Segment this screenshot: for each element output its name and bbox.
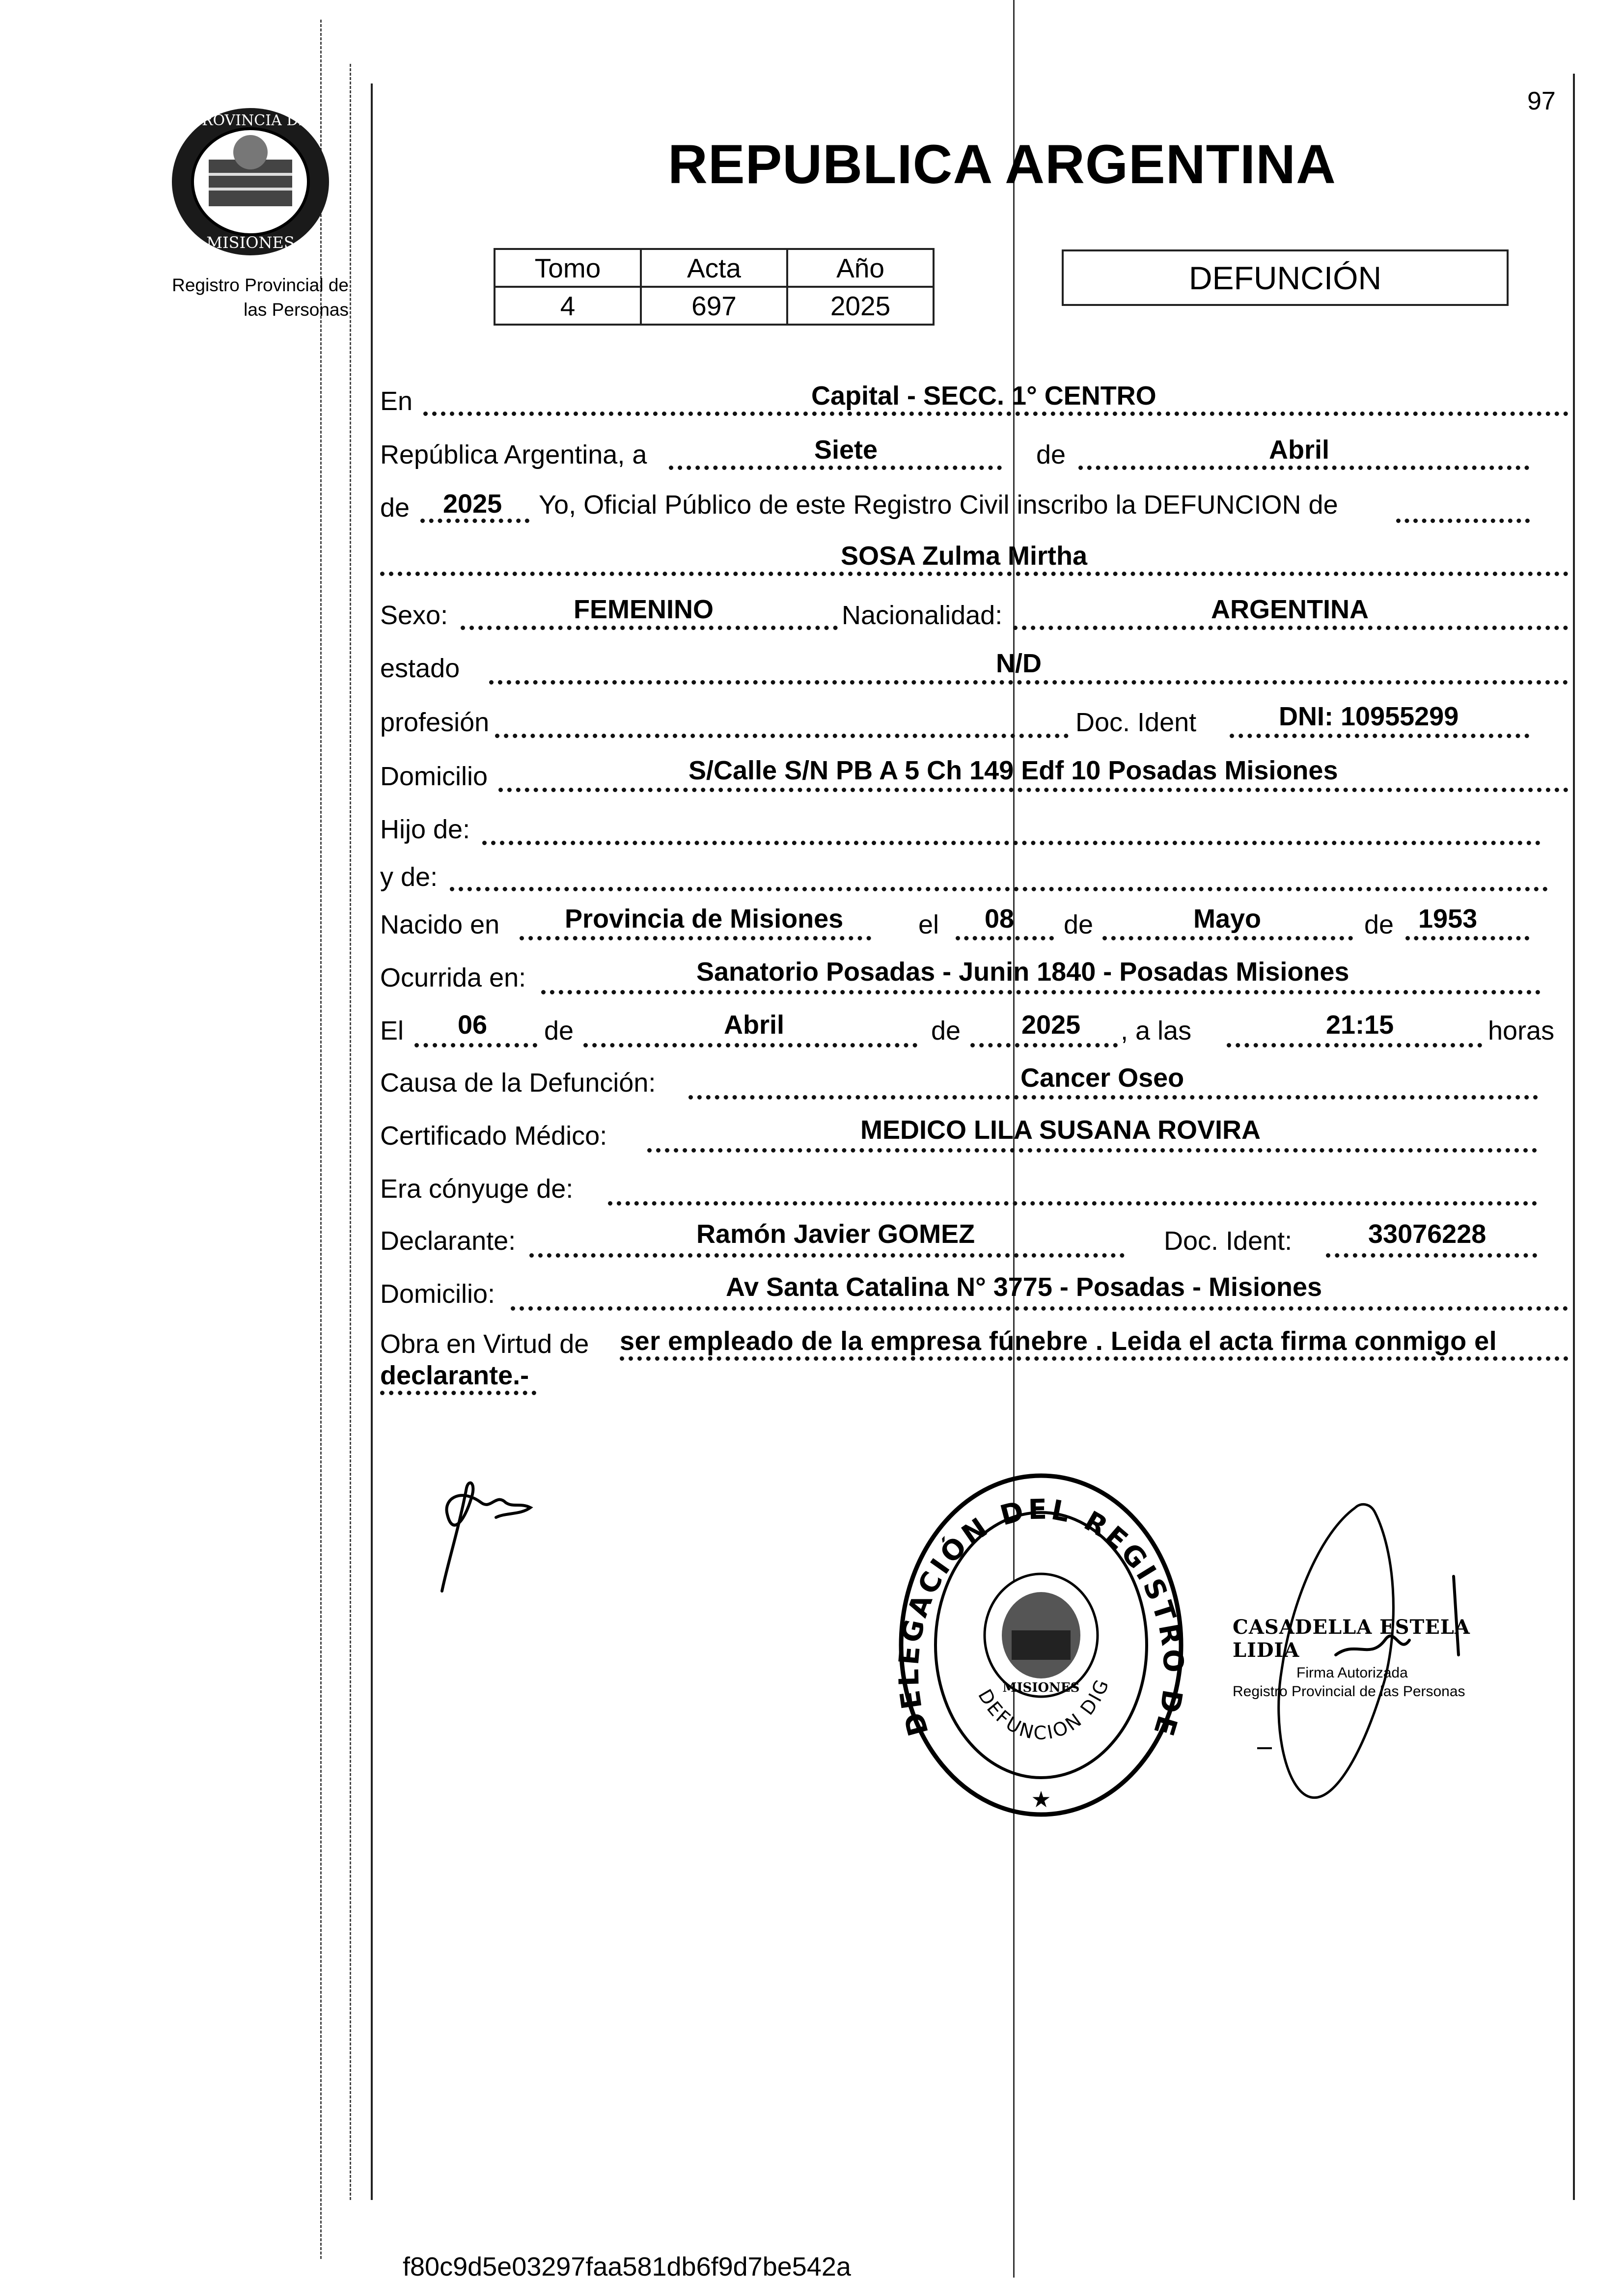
register-table-header-row [495,249,934,287]
register-value-tomo: 4 [495,287,641,325]
nacido-mes-dotted-line [1102,936,1353,940]
nacido-lugar-value: Provincia de Misiones [565,904,844,934]
sexo-value: FEMENINO [574,595,714,624]
profesion-label: profesión [380,708,490,737]
provincial-seal-logo [162,101,339,263]
obra-dotted-line-1 [620,1356,1569,1361]
fallec-anio-value: 2025 [1021,1010,1081,1040]
fallec-anio-dotted-line [970,1043,1118,1047]
nacionalidad-label: Nacionalidad: [842,601,1003,630]
nacido-de1-label: de [1064,910,1094,939]
nacido-dia-value: 08 [985,904,1015,934]
profesion-dotted-line [495,734,1069,738]
act-type-box: DEFUNCIÓN [1062,249,1509,306]
yo-oficial-text: Yo, Oficial Público de este Registro Civil inscribo la DEFUNCION de [539,490,1338,520]
mes-dotted-line [1078,466,1529,470]
domicilio-label: Domicilio [380,762,488,791]
doc-ident-value: DNI: 10955299 [1279,702,1459,731]
register-header-tomo: Tomo [495,249,641,287]
ocurrida-value: Sanatorio Posadas - Junin 1840 - Posadas Misiones [696,957,1349,987]
official-stamp-role: Firma Autorizada [1296,1665,1408,1681]
domicilio-dotted-line [498,788,1569,792]
seal-text-bottom: MISIONES [206,233,295,252]
nacido-de2-label: de [1364,910,1394,939]
obra-dotted-line-2 [380,1391,536,1395]
stamp-inner-text: DEFUNCION DIG [974,1675,1114,1744]
delegation-oval-stamp [894,1468,1188,1822]
nacionalidad-value: ARGENTINA [1211,595,1369,624]
nacido-anio-dotted-line [1405,936,1529,940]
fallec-de2-label: de [931,1016,961,1045]
mes-value: Abril [1269,435,1330,465]
stamp-star: ★ [1031,1786,1051,1813]
anio-de-label: de [380,493,410,522]
decl-domicilio-value: Av Santa Catalina N° 3775 - Posadas - Misiones [726,1272,1322,1302]
alas-label: , a las [1121,1016,1192,1045]
declarant-signature [413,1468,555,1601]
left-margin-dashed-line-2 [350,64,351,2200]
fallec-dia-value: 06 [458,1010,488,1040]
estado-value: N/D [996,649,1042,678]
left-border-line [371,83,373,2200]
hora-value: 21:15 [1326,1010,1394,1040]
register-header-anio: Año [787,249,934,287]
fallec-mes-dotted-line [583,1043,917,1047]
declarante-value: Ramón Javier GOMEZ [696,1219,975,1249]
footer-hash: f80c9d5e03297faa581db6f9d7be542a [403,2252,851,2282]
certificado-value: MEDICO LILA SUSANA ROVIRA [860,1115,1261,1145]
register-value-anio: 2025 [787,287,934,325]
estado-label: estado [380,654,460,683]
decl-doc-label: Doc. Ident: [1164,1226,1293,1256]
nacido-anio-value: 1953 [1418,904,1478,934]
anio-dotted-line [420,519,529,523]
domicilio-value: S/Calle S/N PB A 5 Ch 149 Edf 10 Posadas Misiones [688,756,1338,785]
register-value-acta: 697 [641,287,787,325]
nombre-value: SOSA Zulma Mirtha [841,541,1088,571]
sexo-dotted-line [461,626,838,630]
declarante-dotted-line [529,1253,1125,1258]
decl-domicilio-label: Domicilio: [380,1279,495,1309]
sexo-label: Sexo: [380,601,448,630]
nombre-dotted-line [380,572,1569,576]
el-label: El [380,1016,404,1045]
yde-label: y de: [380,862,438,892]
en-label: En [380,386,413,416]
obra-value-line2: declarante.- [380,1361,529,1390]
causa-value: Cancer Oseo [1020,1063,1184,1093]
seal-text-top: PROVINCIA DE [192,112,309,129]
ocurrida-label: Ocurrida en: [380,963,526,992]
causa-dotted-line [688,1095,1538,1100]
decl-domicilio-dotted-line [511,1306,1568,1311]
stamp-outer-text: DELEGACIÓN DEL REGISTRO DE [894,1493,1188,1742]
en-value: Capital - SECC. 1° CENTRO [811,381,1156,411]
dia-value: Siete [814,435,878,465]
nacido-dia-dotted-line [956,936,1054,940]
issuer-caption-line1: Registro Provincial de [172,275,349,295]
stamp-center-text: MISIONES [1002,1680,1080,1695]
yo-dotted-line [1396,519,1530,523]
declarante-label: Declarante: [380,1226,516,1256]
en-dotted-line [423,412,1569,416]
nacionalidad-dotted-line [1013,626,1568,630]
nacido-label: Nacido en [380,910,500,939]
nacido-mes-value: Mayo [1193,904,1262,934]
certificado-dotted-line [647,1148,1537,1153]
official-stamp-office: Registro Provincial de las Personas [1233,1683,1465,1700]
conyuge-label: Era cónyuge de: [380,1174,574,1204]
doc-ident-dotted-line [1230,734,1529,738]
causa-label: Causa de la Defunción: [380,1068,656,1098]
certificado-label: Certificado Médico: [380,1121,607,1151]
register-table-value-row [495,287,934,325]
left-margin-dashed-line [320,20,322,2259]
issuer-caption [147,273,349,322]
republica-label: República Argentina, a [380,440,647,469]
estado-dotted-line [489,680,1568,685]
dia-dotted-line [669,466,1002,470]
page-number: 97 [1527,87,1556,115]
fallec-de1-label: de [544,1016,574,1045]
official-stamp-text [1233,1616,1508,1700]
decl-doc-value: 33076228 [1368,1219,1486,1249]
obra-value-line1: ser empleado de la empresa fúnebre . Leida el acta firma conmigo el [620,1326,1497,1356]
right-border-line [1573,74,1575,2200]
ocurrida-dotted-line [541,990,1541,994]
decl-doc-dotted-line [1326,1253,1537,1258]
hora-dotted-line [1227,1043,1482,1047]
hijo-label: Hijo de: [380,815,470,844]
mes-de-label: de [1036,440,1066,469]
anio-value: 2025 [443,489,502,519]
hijo-dotted-line [482,841,1541,845]
obra-label: Obra en Virtud de [380,1329,589,1359]
yde-dotted-line [450,887,1548,891]
horas-label: horas [1488,1016,1555,1045]
fallec-dia-dotted-line [414,1043,537,1047]
nacido-lugar-dotted-line [520,936,871,940]
fallec-mes-value: Abril [724,1010,785,1040]
register-header-acta: Acta [641,249,787,287]
register-table [494,248,935,326]
conyuge-dotted-line [608,1201,1537,1206]
doc-ident-label: Doc. Ident [1075,708,1197,737]
issuer-caption-line2: las Personas [244,300,349,320]
document-title: REPUBLICA ARGENTINA [668,134,1336,195]
official-stamp-name: CASADELLA ESTELA LIDIA [1233,1616,1470,1662]
nacido-el-label: el [918,910,939,939]
